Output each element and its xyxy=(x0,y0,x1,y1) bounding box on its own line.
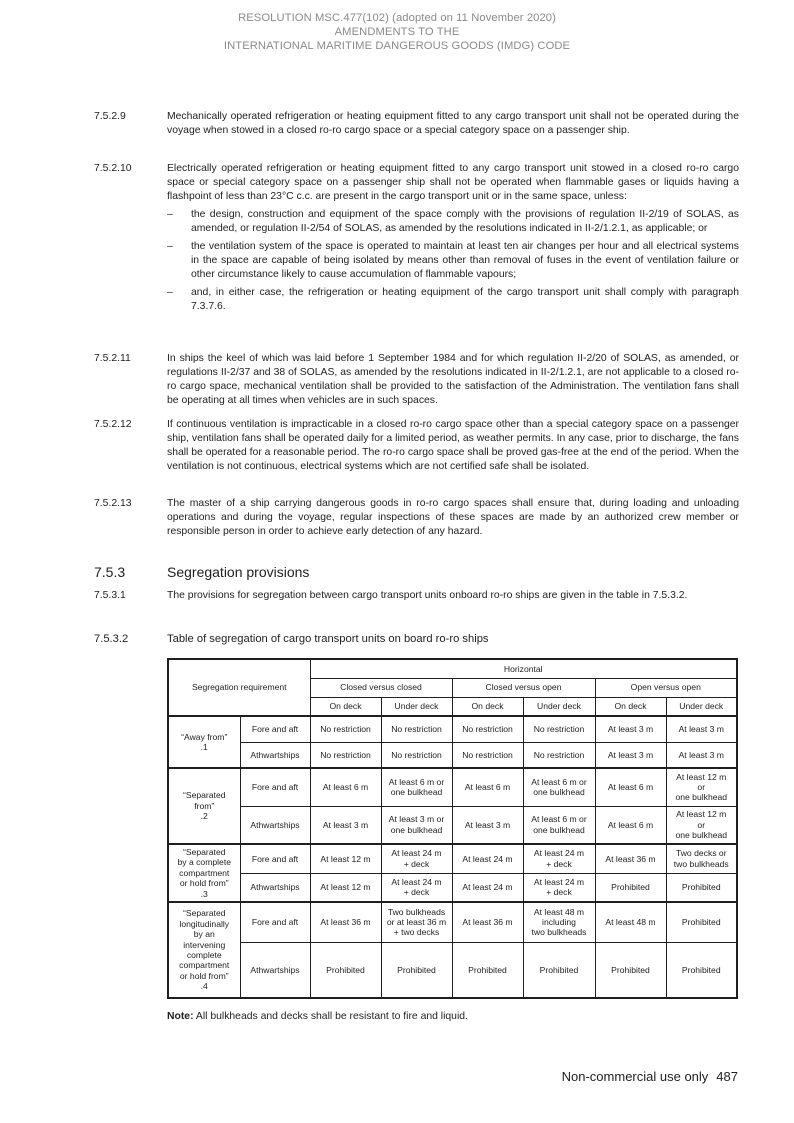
value-line: one bulkhead xyxy=(675,829,728,840)
value-cell xyxy=(381,768,452,806)
value-line: At least 3 m xyxy=(322,819,369,830)
paragraph-number: 7.5.2.12 xyxy=(94,419,132,430)
list-item-text: and, in either case, the refrigeration or heating equipment of the cargo transport unit shall comply with paragraph 7.3.7.6. xyxy=(191,287,739,312)
segregation-requirement-line: or hold from” xyxy=(179,878,229,889)
value-cell xyxy=(452,873,523,902)
paragraph-number: 7.5.2.11 xyxy=(94,353,131,364)
list-item xyxy=(167,240,739,282)
paragraph-text: If continuous ventilation is impracticable in a closed ro-ro cargo space other than a special category space on a passenger ship, ventilation fans shall be operated daily for a limited period, as weather permits. In any case, prior to discharge, the fans shall be operated for a reasonable period. The ro-ro cargo space shall be proved gas-free at the end of the period. When the ventilation is not continuous, electrical systems which are not certified safe shall be isolated. xyxy=(167,419,739,472)
table-row xyxy=(168,942,737,998)
value-line: Prohibited xyxy=(397,964,436,975)
direction-cell: Athwartships xyxy=(240,942,310,998)
value-line: Prohibited xyxy=(681,882,721,893)
segregation-requirement-cell xyxy=(168,768,240,844)
value-line: + deck xyxy=(546,887,572,898)
section-number: 7.5.3 xyxy=(94,564,126,580)
value-line: At least 6 m xyxy=(607,819,654,830)
value-cell xyxy=(310,873,381,902)
value-line: At least 24 m xyxy=(533,876,585,887)
value-line: Prohibited xyxy=(611,882,650,893)
direction-cell: Fore and aft xyxy=(240,768,310,806)
segregation-requirement-line: “Separated xyxy=(182,846,226,857)
table-row xyxy=(168,806,737,844)
page-footer xyxy=(562,1069,738,1084)
col-group-header: Open versus open xyxy=(595,678,737,697)
value-line: or xyxy=(697,819,706,830)
value-cell: No restriction xyxy=(310,716,381,742)
value-line: + deck xyxy=(403,858,430,869)
table-row xyxy=(168,768,737,806)
value-cell: No restriction xyxy=(523,742,595,768)
section-title: Segregation provisions xyxy=(167,564,310,580)
value-cell xyxy=(666,768,737,806)
segregation-requirement-line: longitudinally xyxy=(179,918,230,929)
value-cell xyxy=(666,902,737,942)
section-heading xyxy=(94,564,310,580)
sub-col-header: Under deck xyxy=(523,697,595,716)
paragraph-text: Mechanically operated refrigeration or heating equipment fitted to any cargo transport unit shall not be operated during the voyage when stowed in a closed ro-ro cargo space or a special category space on a passenger ship. xyxy=(167,111,739,136)
direction-cell: Fore and aft xyxy=(240,716,310,742)
value-line: Prohibited xyxy=(539,964,579,975)
value-line: including xyxy=(542,917,576,928)
dash-bullet: – xyxy=(167,287,173,298)
list-item-text: the design, construction and equipment of the space comply with the provisions of regulation II-2/19 of SOLAS, as amended, or regulation II-2/54 of SOLAS, as amended by the resolutions indicated in II-2/1.2.1, as applicable; or xyxy=(191,209,739,234)
table-row xyxy=(168,844,737,873)
value-cell xyxy=(523,873,595,902)
value-cell xyxy=(595,902,666,942)
value-line: one bulkhead xyxy=(675,792,728,803)
note-label: Note: xyxy=(167,1011,194,1022)
list-item-text: the ventilation system of the space is operated to maintain at least ten air changes per hour and all electrical systems in the space are capable of being isolated by means other than removal of fuses in the event of ventilation failure or other circumstance likely to cause accumulation of flammable vapours; xyxy=(191,241,739,280)
value-line: At least 36 m xyxy=(320,917,371,928)
value-cell xyxy=(666,806,737,844)
value-line: + two decks xyxy=(393,927,440,938)
sub-col-header: Under deck xyxy=(381,697,452,716)
dash-bullet: – xyxy=(167,241,173,252)
header-line-3: INTERNATIONAL MARITIME DANGEROUS GOODS (IMDG) CODE xyxy=(223,40,571,52)
sub-col-header: Under deck xyxy=(666,697,737,716)
segregation-requirement-line: intervening xyxy=(183,939,226,950)
value-cell xyxy=(452,942,523,998)
value-line: At least 48 m xyxy=(605,917,656,928)
value-line: Prohibited xyxy=(681,917,721,928)
segregation-requirement-line: by a complete xyxy=(177,857,231,868)
value-cell: No restriction xyxy=(452,716,523,742)
value-line: Two decks or xyxy=(675,848,727,859)
value-line: Prohibited xyxy=(611,964,650,975)
value-cell xyxy=(666,942,737,998)
value-line: one bulkhead xyxy=(390,824,443,835)
segregation-requirement-line: .3 xyxy=(200,888,208,899)
value-line: At least 3 m or xyxy=(388,814,445,825)
footer-text: Non-commercial use only xyxy=(561,1069,709,1084)
segregation-requirement-line: “Away from” xyxy=(181,731,228,742)
value-cell xyxy=(381,902,452,942)
segregation-requirement-cell xyxy=(168,844,240,902)
value-line: or xyxy=(697,782,706,793)
value-line: At least 24 m xyxy=(391,848,442,859)
value-line: At least 24 m xyxy=(462,853,513,864)
table-note xyxy=(167,1011,468,1022)
value-cell xyxy=(452,844,523,873)
segregation-requirement-line: complete xyxy=(186,950,222,960)
value-cell xyxy=(523,902,595,942)
paragraph-text: In ships the keel of which was laid before 1 September 1984 and for which regulation II-2/20 of SOLAS, as amended, or regulations II-2/37 and 38 of SOLAS, as amended by the resolutions indicated in II-2/1.2.1, are not applicable to a closed ro-ro cargo space, mechanical ventilation shall be provided to the satisfaction of the Administration. The ventilation fans shall be operating at all times when vehicles are in such spaces. xyxy=(167,353,739,406)
value-cell xyxy=(452,902,523,942)
value-cell xyxy=(666,873,737,902)
value-cell xyxy=(452,768,523,806)
direction-cell: Athwartships xyxy=(240,806,310,844)
segregation-requirement-cell xyxy=(168,716,240,768)
value-line: At least 24 m xyxy=(391,876,442,887)
segregation-requirement-line: from” xyxy=(194,800,215,811)
segregation-requirement-line: “Separated xyxy=(182,908,226,919)
value-cell xyxy=(523,942,595,998)
value-cell xyxy=(310,768,381,806)
paragraph-text: Electrically operated refrigeration or heating equipment fitted to any cargo transport unit stowed in a closed ro-ro cargo space or special category space on a passenger ship shall not be operated when flammable gases or liquids having a flashpoint of less than 23°C c.c. are present in the cargo transport unit or in the same space, unless: xyxy=(167,163,739,202)
list-item xyxy=(167,208,739,236)
value-cell xyxy=(310,942,381,998)
segregation-table xyxy=(167,658,738,999)
value-cell xyxy=(452,806,523,844)
value-cell: At least 3 m xyxy=(666,716,737,742)
dash-bullet: – xyxy=(167,209,173,220)
value-line: At least 24 m xyxy=(462,882,513,893)
paragraph-number: 7.5.2.10 xyxy=(94,163,132,174)
direction-cell: Fore and aft xyxy=(240,844,310,873)
value-cell xyxy=(381,806,452,844)
sub-col-header: On deck xyxy=(452,697,523,716)
segregation-requirement-line: .1 xyxy=(200,742,208,752)
direction-cell: Athwartships xyxy=(240,742,310,768)
value-cell xyxy=(595,942,666,998)
value-cell xyxy=(310,902,381,942)
value-cell xyxy=(523,844,595,873)
value-cell xyxy=(595,768,666,806)
table-row xyxy=(168,742,737,768)
value-line: At least 12 m xyxy=(320,853,371,864)
value-line: At least 3 m xyxy=(464,819,511,830)
segregation-requirement-header: Segregation requirement xyxy=(168,659,310,716)
value-line: Two bulkheads xyxy=(387,906,446,917)
value-line: one bulkhead xyxy=(390,787,443,798)
page-number: 487 xyxy=(716,1069,738,1084)
value-cell xyxy=(523,768,595,806)
value-cell xyxy=(381,942,452,998)
value-cell xyxy=(381,873,452,902)
value-cell xyxy=(595,806,666,844)
value-line: At least 48 m xyxy=(533,906,585,917)
header-line-2: AMENDMENTS TO THE xyxy=(334,26,460,38)
value-cell: No restriction xyxy=(381,742,452,768)
paragraph-number: 7.5.3.1 xyxy=(94,590,126,601)
col-group-header: Closed versus open xyxy=(452,678,595,697)
value-line: At least 36 m xyxy=(462,917,513,928)
value-line: two bulkheads xyxy=(673,858,729,869)
value-line: At least 12 m xyxy=(676,771,727,782)
value-cell: At least 3 m xyxy=(595,716,666,742)
page-header xyxy=(0,11,794,53)
value-line: At least 6 m or xyxy=(388,776,445,787)
paragraph-7-5-2-10 xyxy=(94,162,739,314)
value-cell: No restriction xyxy=(310,742,381,768)
paragraph-number: 7.5.2.9 xyxy=(94,111,126,122)
table-row xyxy=(168,902,737,942)
segregation-requirement-line: “Separated xyxy=(182,790,226,801)
sub-col-header: On deck xyxy=(595,697,666,716)
sub-col-header: On deck xyxy=(310,697,381,716)
value-line: + deck xyxy=(403,887,430,898)
paragraph-text: The master of a ship carrying dangerous goods in ro-ro cargo spaces shall ensure that, during loading and unloading operations and during the voyage, regular inspections of these spaces are made by an authorized crew member or responsible person in order to achieve early detection of any hazard. xyxy=(167,498,739,537)
value-line: + deck xyxy=(546,858,572,869)
value-line: one bulkhead xyxy=(533,824,585,835)
paragraph-7-5-2-12 xyxy=(94,418,739,474)
col-group-header: Closed versus closed xyxy=(310,678,452,697)
table-row xyxy=(168,716,737,742)
header-line-1: RESOLUTION MSC.477(102) (adopted on 11 November 2020) xyxy=(238,12,556,24)
table-row xyxy=(168,873,737,902)
paragraph-7-5-2-9 xyxy=(94,110,739,138)
paragraph-7-5-2-13 xyxy=(94,497,739,539)
value-cell xyxy=(595,844,666,873)
value-line: At least 12 m xyxy=(320,882,371,893)
value-line: At least 6 m or xyxy=(531,776,587,787)
segregation-requirement-line: compartment xyxy=(179,867,230,878)
segregation-requirement-line: by an xyxy=(193,929,215,940)
value-cell: No restriction xyxy=(452,742,523,768)
value-line: Prohibited xyxy=(326,964,365,975)
value-line: two bulkheads xyxy=(531,927,587,938)
paragraph-7-5-2-11 xyxy=(94,352,739,408)
value-cell: No restriction xyxy=(381,716,452,742)
paragraph-number: 7.5.2.13 xyxy=(94,498,132,509)
value-line: At least 36 m xyxy=(605,853,656,864)
value-line: At least 24 m xyxy=(533,848,585,859)
list-item xyxy=(167,286,739,314)
segregation-requirement-line: .2 xyxy=(200,811,208,822)
value-cell xyxy=(666,844,737,873)
paragraph-7-5-3-1 xyxy=(94,589,739,603)
value-line: At least 6 m xyxy=(607,782,654,793)
value-cell: At least 3 m xyxy=(595,742,666,768)
segregation-requirement-line: .4 xyxy=(200,981,208,992)
horizontal-header: Horizontal xyxy=(310,659,737,678)
value-line: or at least 36 m xyxy=(386,917,447,928)
value-line: Prohibited xyxy=(468,964,507,975)
table-title: Table of segregation of cargo transport units on board ro-ro ships xyxy=(167,633,489,645)
table-caption xyxy=(94,633,489,645)
value-cell xyxy=(595,873,666,902)
segregation-requirement-cell xyxy=(168,902,240,998)
value-cell xyxy=(310,844,381,873)
table-number: 7.5.3.2 xyxy=(94,633,129,645)
segregation-requirement-line: or hold from” xyxy=(179,970,229,981)
value-cell xyxy=(310,806,381,844)
value-line: At least 6 m xyxy=(464,782,511,793)
note-text: All bulkheads and decks shall be resistant to fire and liquid. xyxy=(195,1011,468,1022)
direction-cell: Athwartships xyxy=(240,873,310,902)
value-cell xyxy=(523,806,595,844)
value-line: At least 6 m xyxy=(322,782,369,793)
value-line: Prohibited xyxy=(681,964,721,975)
value-cell: No restriction xyxy=(523,716,595,742)
paragraph-text: The provisions for segregation between cargo transport units onboard ro-ro ships are given in the table in 7.5.3.2. xyxy=(167,590,688,601)
value-line: At least 12 m xyxy=(676,809,727,820)
value-cell: At least 3 m xyxy=(666,742,737,768)
value-line: At least 6 m or xyxy=(531,814,587,825)
direction-cell: Fore and aft xyxy=(240,902,310,942)
segregation-requirement-line: compartment xyxy=(179,960,230,971)
value-cell xyxy=(381,844,452,873)
value-line: one bulkhead xyxy=(533,787,585,798)
